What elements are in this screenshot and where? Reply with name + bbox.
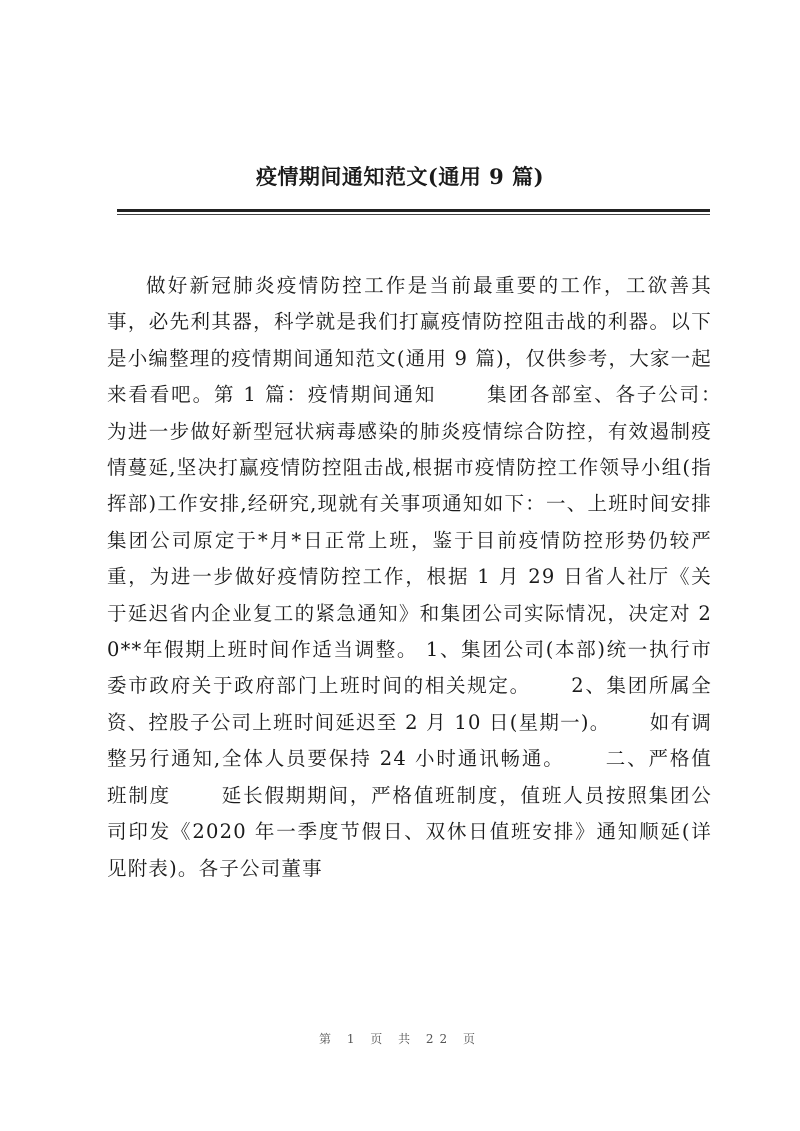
page-title: 疫情期间通知范文(通用 9 篇)	[255, 164, 545, 189]
document-body	[107, 268, 761, 887]
title-divider	[117, 209, 710, 212]
body-paragraph: 做好新冠肺炎疫情防控工作是当前最重要的工作，工欲善其事，必先利其器，科学就是我们打赢疫情防控阻击战的利器。以下是小编整理的疫情期间通知范文(通用 9 篇)，仅供参考，大家一起来看看吧。第 1 篇：疫情期间通知 集团各部室、各子公司： 为进一步做好新型冠状病毒感染的肺炎疫情综合防控，有效遏制疫情蔓延,坚决打赢疫情防控阻击战,根据市疫情防控工作领导小组(指挥部)工作安排,经研究,现就有关事项通知如下：一、上班时间安排 集团公司原定于*月*日正常上班，鉴于目前疫情防控形势仍较严重，为进一步做好疫情防控工作，根据 1 月 29 日省人社厅《关于延迟省内企业复工的紧急通知》和集团公司实际情况，决定对 20**年假期上班时间作适当调整。 1、集团公司(本部)统一执行市委市政府关于政府部门上班时间的相关规定。 2、集团所属全资、控股子公司上班时间延迟至 2 月 10 日(星期一)。 如有调整另行通知,全体人员要保持 24 小时通讯畅通。 二、严格值班制度 延长假期期间，严格值班制度，值班人员按照集团公司印发《2020 年一季度节假日、双休日值班安排》通知顺延(详见附表)。各子公司董事	[107, 274, 761, 880]
title-divider-thin	[117, 214, 710, 215]
page-number-footer: 第 1 页 共 22 页	[319, 1032, 481, 1046]
